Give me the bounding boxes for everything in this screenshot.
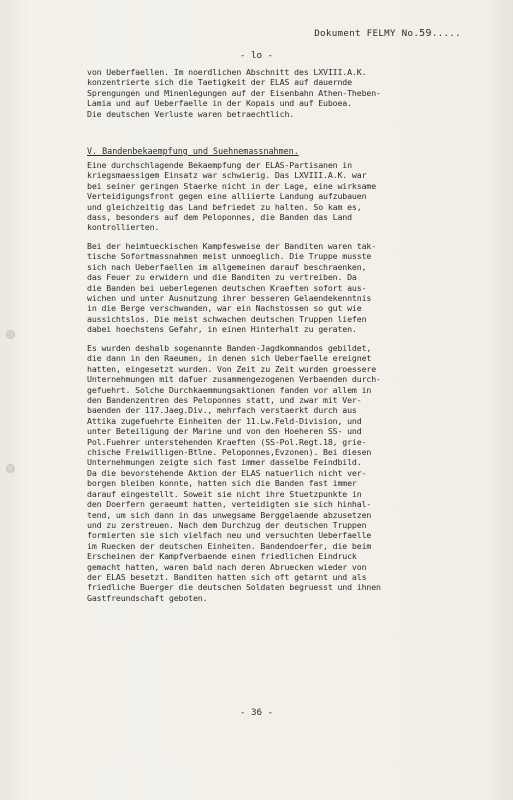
text-line: Es wurden deshalb sogenannte Banden-Jagdkommandos gebildet,: [87, 343, 372, 353]
punch-hole: [6, 464, 15, 473]
page-number-top: - lo -: [239, 50, 274, 61]
text-line: Pol.Fuehrer unterstehenden Kraeften (SS-Pol.Regt.18, grie-: [87, 436, 367, 447]
document-header: [314, 28, 461, 39]
text-line: darauf eingestellt. Soweit sie nicht ihre Stuetzpunkte in: [87, 488, 362, 499]
text-line: die Banden bei ueberlegenen deutschen Kraeften sofort aus-: [87, 282, 367, 293]
text-line: den Bandenzentren des Peloponnes statt, und zwar mit Ver-: [87, 395, 362, 406]
header-suffix: .....: [431, 28, 461, 39]
text-line: Verteidigungsfront gegen eine alliierte Landung aufzubauen: [87, 191, 367, 202]
text-line: bei seiner geringen Staerke nicht in der Lage, eine wirksame: [87, 180, 377, 191]
text-line: gefuehrt. Solche Durchkaemmungsaktionen fanden vor allem in: [87, 384, 372, 395]
section-heading: V. Bandenbekaempfung und Suehnemassnahmen.: [87, 146, 299, 156]
text-line: von Ueberfaellen. Im noerdlichen Abschnitt des LXVIII.A.K.: [87, 67, 367, 77]
text-line: in die Berge verschwanden, war ein Nachstossen so gut wie: [87, 303, 362, 314]
text-line: Unternehmungen mit dafuer zusammengezogenen Verbaenden durch-: [87, 374, 381, 385]
text-line: kontrollierten.: [87, 222, 160, 233]
text-line: Bei der heimtueckischen Kampfesweise der Banditen waren tak-: [87, 241, 377, 251]
text-line: Attika zugefuehrte Einheiten der 11.Lw.Feld-Division, und: [87, 415, 362, 426]
text-line: konzentrierte sich die Taetigkeit der ELAS auf dauernde: [87, 77, 352, 88]
page-number-bottom: - 36 -: [239, 707, 274, 718]
text-line: Erscheinen der Kampfverbaende einen friedlichen Eindruck: [87, 551, 357, 562]
text-line: borgen bleiben konnte, hatten sich die Banden fast immer: [87, 478, 357, 489]
text-line: friedliche Buerger die deutschen Soldaten begruesst und ihnen: [87, 582, 381, 593]
text-line: hatten, eingesetzt wurden. Von Zeit zu Zeit wurden groessere: [87, 363, 377, 374]
text-line: Sprengungen und Minenlegungen auf der Eisenbahn Athen-Theben-: [87, 87, 381, 98]
text-line: Lamia und auf Ueberfaelle in der Kopais und auf Euboea.: [87, 98, 352, 109]
text-line: das Feuer zu erwidern und die Banditen zu vertreiben. Da: [87, 272, 357, 283]
header-label: Dokument FELMY No.: [314, 28, 420, 39]
paragraph: [87, 343, 475, 603]
text-line: und zu zerstreuen. Nach dem Durchzug der deutschen Truppen: [87, 519, 367, 530]
text-line: dass, besonders auf dem Peloponnes, die Banden das Land: [87, 212, 352, 223]
paragraph: [87, 160, 475, 233]
text-line: und gleichzeitig das Land befriedet zu halten. So kam es,: [87, 201, 362, 212]
text-line: sich nach Ueberfaellen im allgemeinen darauf beschraenken,: [87, 261, 367, 272]
text-line: chische Freiwilligen-Btlne. Peloponnes,Evzonen). Bei diesen: [87, 447, 372, 458]
text-line: gemacht hatten, waren bald nach deren Abruecken wieder von: [87, 561, 367, 572]
text-line: tend, um sich dann in das unwegsame Berggelaende abzusetzen: [87, 509, 372, 520]
text-line: Unternehmungen zeigte sich fast immer dasselbe Feindbild.: [87, 457, 362, 468]
text-line: formierten sie sich vielfach neu und versuchten Ueberfaelle: [87, 530, 372, 541]
text-line: wichen und unter Ausnutzung ihrer besseren Gelaendekenntnis: [87, 293, 372, 304]
punch-hole: [6, 330, 15, 339]
text-line: die dann in den Raeumen, in denen sich Ueberfaelle ereignet: [87, 353, 372, 364]
document-number: 59: [419, 28, 432, 39]
text-line: den Doerfern geraeumt hatten, verteidigten sie sich hinhal-: [87, 499, 372, 510]
text-line: der ELAS besetzt. Banditen hatten sich oft getarnt und als: [87, 571, 367, 582]
text-line: kriegsmaessigem Einsatz war schwierig. Das LXVIII.A.K. war: [87, 170, 367, 181]
text-line: tische Sofortmassnahmen meist unmoeglich. Die Truppe musste: [87, 251, 372, 262]
text-line: aussichtslos. Die meist schwachen deutschen Truppen liefen: [87, 313, 367, 324]
text-line: im Ruecken der deutschen Einheiten. Bandendoerfer, die beim: [87, 540, 372, 551]
paragraph: [87, 67, 475, 119]
text-line: unter Beteiligung der Marine und von den Hoeheren SS- und: [87, 426, 362, 437]
text-line: Die deutschen Verluste waren betraechtlich.: [87, 108, 295, 119]
text-line: dabei hoechstens Gefahr, in einen Hinterhalt zu geraten.: [87, 324, 357, 335]
text-line: Gastfreundschaft geboten.: [87, 592, 208, 603]
text-line: Da die bevorstehende Aktion der ELAS natuerlich nicht ver-: [87, 467, 367, 478]
text-line: baenden der 117.Jaeg.Div., mehrfach verstaerkt durch aus: [87, 405, 357, 416]
text-line: Eine durchschlagende Bekaempfung der ELAS-Partisanen in: [87, 160, 352, 170]
paragraph: [87, 241, 475, 335]
